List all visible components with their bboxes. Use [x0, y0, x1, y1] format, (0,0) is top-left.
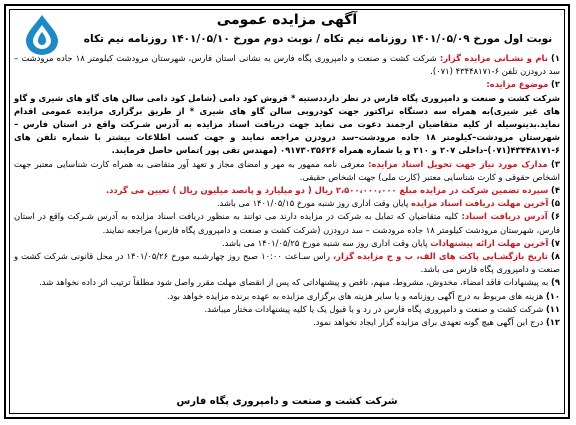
notice-item — [14, 250, 560, 276]
notice-body — [14, 52, 560, 329]
notice-item — [14, 158, 560, 184]
item-number: ۴) — [551, 185, 560, 196]
notice-item — [14, 52, 560, 78]
item-number: ۸) — [551, 251, 560, 262]
notice-item — [14, 197, 560, 210]
item-text: کلیه متقاضیان که تمایل به شرکت در مزایده دارند می توانند به منظور دریافت اسناد مزایده به آدرس شـرکت واقع در استان فارس، شهرستان مرودشت کیلومتر ۱۸ جاده مرودشت – سد درودزن (شرکت کشت و صنعت و دامپروری پگاه فارس) مراجعه نمایند. — [14, 211, 560, 235]
notice-title: آگهی مزایده عمومی — [216, 12, 358, 28]
item-label: آخرین مهلت ارائه پیشنهادات — [430, 237, 549, 248]
item-label: آخرین مهلت دریافت اسناد مزایده — [410, 198, 549, 209]
item-text: درج این آگهی هیچ گونه تعهدی برای مزایده گزار ایجاد نخواهد نمود. — [313, 317, 544, 328]
notice-item — [14, 78, 560, 91]
notice-item — [14, 237, 560, 250]
item-number: ۱) — [551, 53, 560, 63]
item-text: معرفی نامه ممهور به مهر و امضای مجاز و تعهد آور متقاضی به همراه کارت شناسایی معتبر جهت اشخاص حقوقی و کارت شناسایی معتبر (کارت ملی) جهت اشخاص حقیقی. — [14, 158, 560, 182]
item-text: پایان وقت اداری روز شنبه مورخ ۱۴۰۱/۰۵/۱۵ می باشد. — [216, 198, 409, 209]
item-number: ۳) — [551, 158, 560, 169]
item-label: مدارک مورد نیاز جهت تحویل اسناد مزایده: — [368, 158, 548, 169]
notice-item — [14, 290, 560, 303]
item-text: سپرده تضمین شرکت در مزایده مبلغ ۲،۵۰۰،۰۰۰،۰۰۰ ریال ( دو میلیارد و پانصد میلیون ریال ) تعیین می گردد. — [105, 185, 549, 196]
item-number: ۹) — [551, 277, 560, 288]
publication-dates: نوبت اول مورخ ۱۴۰۱/۰۵/۰۹ روزنامه نیم تکاه / نوبت دوم مورخ ۱۴۰۱/۰۵/۱۰ روزنامه نیم تکاه — [83, 33, 553, 45]
item-number: ۱۱) — [545, 303, 560, 314]
item-number: ۷) — [551, 237, 560, 248]
item-text: شرکت کشت و صنعت و دامپروری پگاه فارس در نظر دارددستیه * فروش کود دامی (شامل کود دامی سالن های گاو های شیری و گاو های غیر شیری)به همراه سه دستگاه تراکتور جهت کودروبی سالن گاو های شیری * از طریق برگزاری مزایده عمومی اقدام نماید.بدینوسیله از کلیه متقاضیان ارجمند دعوت می نماید جهت دریافت اسناد مزایده به آدرس شـرکت واقع در استان فارس –شهرستان مرودشت–کیلومتر ۱۸ جاده مرودشت–سد درودزن مراجعه نمایند و جهت کسب اطلاعات بیشتر با شماره تلفن های ۶-۴۳۴۴۸۱۷۱(۰۷۱)–داخلی ۲۰۷ و ۲۱۰ و یا شماره همراه ۰۹۱۷۳۰۳۵۶۲۶ (مهندس تقی پور )تماس حاصل فرمایند. — [14, 92, 560, 156]
item-text: شرکت کشت و صنعت و دامپروری پگاه فارس در رد و یا قبول یک یا کلیه پیشنهادات مختار میباشد. — [204, 303, 544, 314]
item-number: ۱۲) — [545, 317, 560, 328]
item-text: هزینه های مربوط به درج آگهی روزنامه و یا سایر هزینه های برگزاری مزایده به عهده برنده مزایده خواهد بود. — [166, 290, 544, 301]
notice-item — [14, 184, 560, 197]
notice-item — [14, 92, 560, 158]
item-label: آدرس دریافت اسناد: — [461, 211, 548, 222]
item-label: موضوع مزایده: — [486, 79, 549, 90]
item-number: ۵) — [551, 198, 560, 209]
company-signature: شرکت کشت و صنعت و دامپروری پگاه فارس — [176, 396, 398, 407]
notice-item — [14, 316, 560, 329]
item-text: شرکت کشت و صنعت و دامپروری پگاه فارس به نشانی استان فارس، شهرستان مرودشت کیلومتر ۱۸ جاده مرودشت – سد درودزن تلفن ۶-۴۳۴۴۸۱۷۱ (۰۷۱). — [14, 53, 560, 77]
item-number: ۱۰) — [545, 290, 560, 301]
notice-item — [14, 210, 560, 236]
item-label: تاریخ بازگشـایی پاکت های الف، ب و ج مزایده گزار، — [332, 251, 548, 262]
item-text: راس سـاعت ۱۰:۰۰ صبح روز چهارشـبه مورخ ۱۴۰۱/۰۵/۲۶ در محل قانونی شرکت کشت و صنعت و دامپروری پگاه فارس می باشد. — [14, 251, 560, 275]
item-number: ۶) — [551, 211, 560, 222]
water-drop-logo-icon — [14, 12, 70, 56]
notice-item — [14, 276, 560, 289]
item-number: ۲) — [551, 79, 560, 90]
item-label: نام و نشـانی مزایده گزار: — [439, 53, 548, 63]
item-text: پایان وقت اداری روز سه شنبه مورخ ۱۴۰۱/۰۵/۲۵ می باشد. — [221, 237, 428, 248]
notice-frame — [4, 4, 570, 419]
notice-item — [14, 303, 560, 316]
item-text: به پیشنهادات فاقد امضاء، مخدوش، مشروط، مبهم، ناقص و پیشنهاداتی که پس از انقضای مهلت مقرر واصل شود مطلقاً ترتیب اثر داده نخواهد شد. — [39, 277, 549, 288]
